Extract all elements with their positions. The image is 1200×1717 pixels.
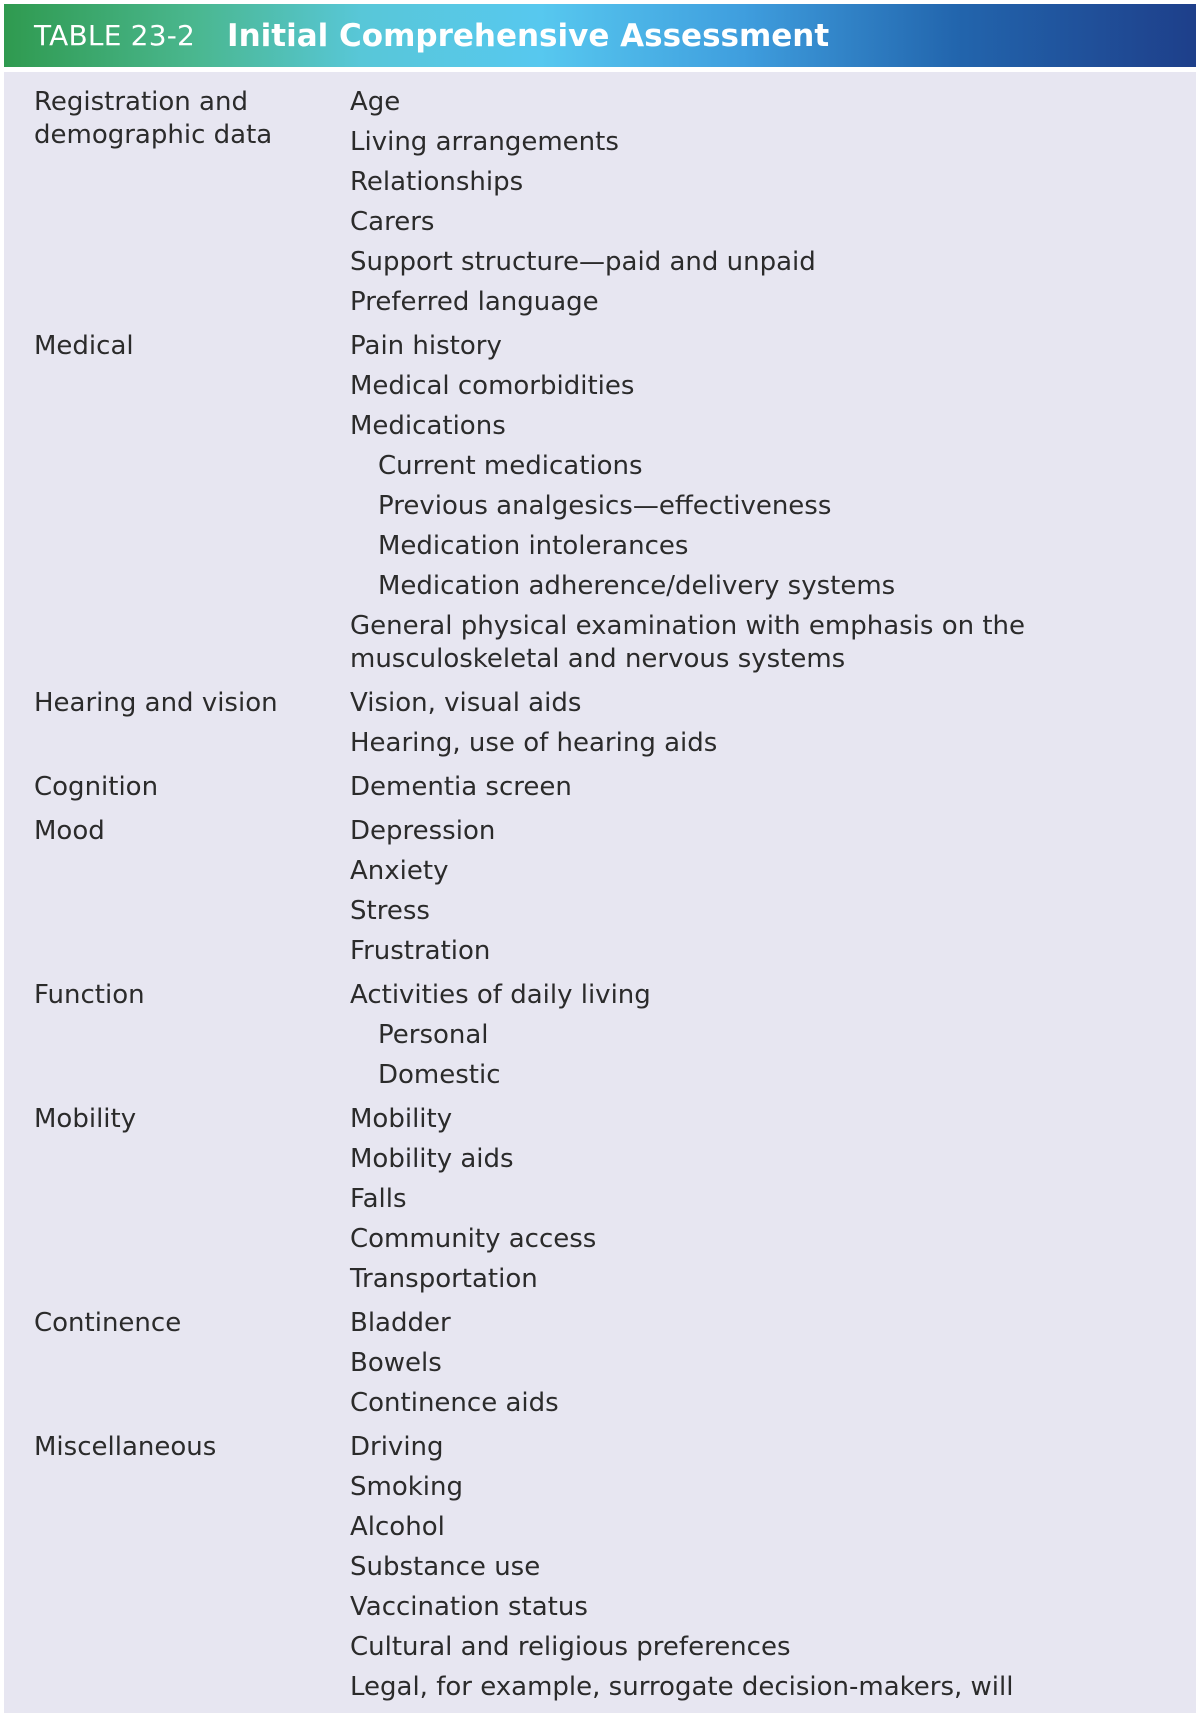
assessment-item-list bbox=[350, 1431, 1090, 1711]
assessment-item: Bladder bbox=[350, 1308, 451, 1338]
assessment-item: Medications bbox=[350, 411, 506, 441]
assessment-item: Falls bbox=[350, 1184, 407, 1214]
table-row bbox=[4, 815, 1196, 975]
assessment-item: Alcohol bbox=[350, 1512, 445, 1542]
assessment-item-list bbox=[350, 979, 1090, 1099]
assessment-item: Relationships bbox=[350, 167, 524, 197]
assessment-item: Substance use bbox=[350, 1552, 541, 1582]
category-label: Registration and demographic data bbox=[34, 87, 273, 150]
assessment-item: Pain history bbox=[350, 331, 502, 361]
table-row bbox=[4, 1431, 1196, 1711]
category-label: Mobility bbox=[34, 1104, 137, 1134]
assessment-item-list bbox=[350, 86, 1090, 326]
table-number: TABLE 23-2 bbox=[34, 19, 196, 52]
table-row bbox=[4, 979, 1196, 1099]
assessment-item: Mobility aids bbox=[350, 1144, 514, 1174]
assessment-item: Vision, visual aids bbox=[350, 688, 582, 718]
assessment-table bbox=[4, 4, 1196, 1713]
assessment-item: Mobility bbox=[350, 1104, 453, 1134]
assessment-item: Hearing, use of hearing aids bbox=[350, 728, 718, 758]
assessment-item: Stress bbox=[350, 896, 430, 926]
assessment-subitem: Previous analgesics—effectiveness bbox=[378, 491, 832, 521]
category-label: Medical bbox=[34, 331, 134, 361]
assessment-item: Medical comorbidities bbox=[350, 371, 635, 401]
assessment-item: Living arrangements bbox=[350, 127, 619, 157]
assessment-item: Support structure—paid and unpaid bbox=[350, 247, 816, 277]
table-header bbox=[4, 4, 1196, 67]
assessment-item: Preferred language bbox=[350, 287, 599, 317]
table-title: Initial Comprehensive Assessment bbox=[227, 17, 830, 54]
category-label: Function bbox=[34, 980, 145, 1010]
assessment-item-list bbox=[350, 771, 1090, 811]
assessment-item: Activities of daily living bbox=[350, 980, 651, 1010]
assessment-item-list bbox=[350, 687, 1090, 767]
assessment-item-list bbox=[350, 330, 1090, 683]
assessment-item-list bbox=[350, 815, 1090, 975]
assessment-item: Vaccination status bbox=[350, 1592, 588, 1622]
assessment-item: Cultural and religious preferences bbox=[350, 1632, 791, 1662]
table-row bbox=[4, 771, 1196, 811]
category-label: Hearing and vision bbox=[34, 688, 278, 718]
table-row bbox=[4, 687, 1196, 767]
assessment-item-list bbox=[350, 1103, 1090, 1303]
assessment-item: General physical examination with emphasis on the musculoskeletal and nervous systems bbox=[350, 611, 1026, 674]
assessment-subitem: Medication adherence/delivery systems bbox=[378, 571, 896, 601]
assessment-item: Transportation bbox=[350, 1264, 538, 1294]
assessment-subitem: Personal bbox=[378, 1020, 489, 1050]
table-row bbox=[4, 86, 1196, 326]
assessment-item: Dementia screen bbox=[350, 772, 572, 802]
assessment-item: Carers bbox=[350, 207, 435, 237]
table-row bbox=[4, 1307, 1196, 1427]
category-label: Continence bbox=[34, 1308, 182, 1338]
assessment-item: Anxiety bbox=[350, 856, 449, 886]
assessment-item: Frustration bbox=[350, 936, 491, 966]
table-body bbox=[4, 72, 1196, 1713]
assessment-item: Driving bbox=[350, 1432, 444, 1462]
assessment-item: Continence aids bbox=[350, 1388, 559, 1418]
assessment-subitem: Current medications bbox=[378, 451, 643, 481]
assessment-item: Legal, for example, surrogate decision-makers, will bbox=[350, 1672, 1014, 1702]
assessment-item: Depression bbox=[350, 816, 496, 846]
assessment-subitem: Domestic bbox=[378, 1060, 501, 1090]
assessment-item: Community access bbox=[350, 1224, 597, 1254]
category-label: Cognition bbox=[34, 772, 159, 802]
assessment-item-list bbox=[350, 1307, 1090, 1427]
category-label: Mood bbox=[34, 816, 105, 846]
category-label: Miscellaneous bbox=[34, 1432, 217, 1462]
table-row bbox=[4, 1103, 1196, 1303]
table-row bbox=[4, 330, 1196, 683]
assessment-item: Bowels bbox=[350, 1348, 442, 1378]
assessment-item: Age bbox=[350, 87, 401, 117]
assessment-subitem: Medication intolerances bbox=[378, 531, 689, 561]
assessment-item: Smoking bbox=[350, 1472, 464, 1502]
